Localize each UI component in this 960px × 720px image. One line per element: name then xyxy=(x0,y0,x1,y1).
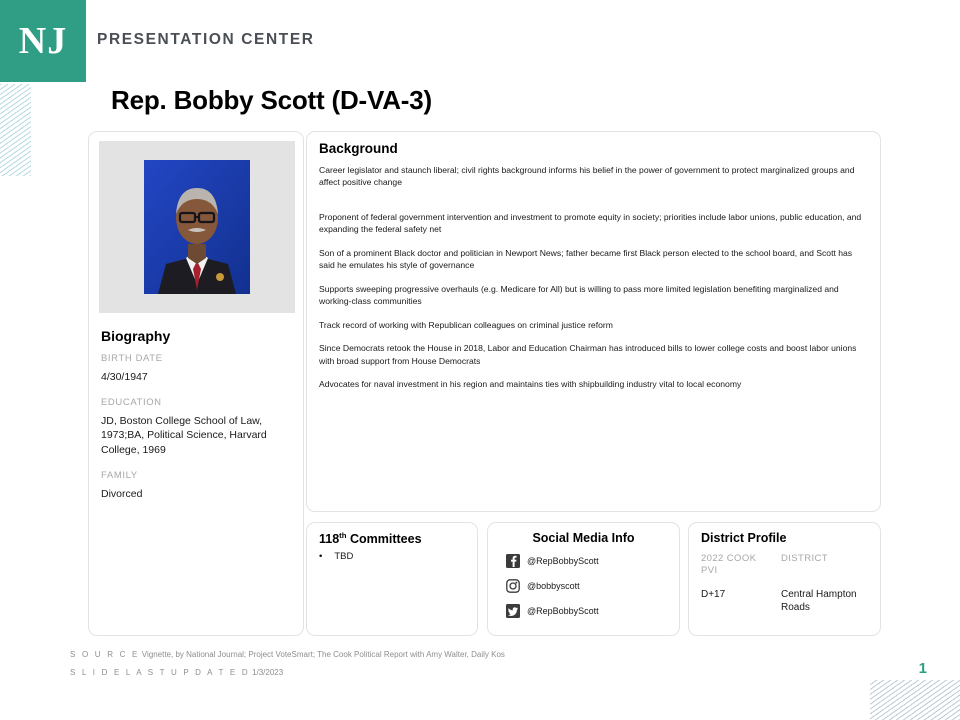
social-media-card xyxy=(487,522,680,636)
bio-label-birth-date: BIRTH DATE xyxy=(101,353,163,364)
district-value-cook-pvi: D+17 xyxy=(701,588,726,600)
background-paragraph: Proponent of federal government intervention and investment to promote equity in society; priorities include labor unions, public education, and expanding the federal safety net xyxy=(319,211,862,235)
bio-label-education: EDUCATION xyxy=(101,397,162,409)
footer-updated xyxy=(70,668,505,677)
committees-heading-ordinal: th xyxy=(339,531,347,540)
district-profile-heading: District Profile xyxy=(701,531,787,545)
bio-label-family: FAMILY xyxy=(101,469,138,481)
background-card xyxy=(306,131,881,512)
background-paragraph: Advocates for naval investment in his region and maintains ties with shipbuilding industry vital to local economy xyxy=(319,378,742,389)
product-title: PRESENTATION CENTER xyxy=(97,31,315,48)
nj-logo xyxy=(0,0,86,82)
district-value-district: Central Hampton Roads xyxy=(781,588,857,613)
list-item xyxy=(319,551,353,562)
portrait-frame xyxy=(99,141,295,313)
committee-name: TBD xyxy=(334,551,354,562)
committees-heading-number: 118 xyxy=(319,532,340,547)
social-media-heading: Social Media Info xyxy=(532,531,635,545)
facebook-handle: @RepBobbyScott xyxy=(527,556,599,566)
footer-source-value: Vignette, by National Journal; Project VoteSmart; The Cook Political Report with Amy Walter, Daily Kos xyxy=(141,650,505,659)
district-profile-grid xyxy=(701,553,870,614)
background-paragraph: Track record of working with Republican colleagues on criminal justice reform xyxy=(319,319,613,330)
bullet-icon: • xyxy=(319,551,323,562)
instagram-handle: @bobbyscott xyxy=(527,581,580,591)
page-title: Rep. Bobby Scott (D-VA-3) xyxy=(111,85,432,115)
decorative-hatch-left xyxy=(0,84,31,176)
twitter-handle: @RepBobbyScott xyxy=(527,606,599,616)
twitter-icon[interactable] xyxy=(506,604,520,618)
district-profile-card xyxy=(688,522,881,636)
bio-value-family: Divorced xyxy=(101,487,143,500)
portrait-photo xyxy=(144,160,250,294)
nj-logo-text: NJ xyxy=(18,20,68,62)
footer-updated-value: 1/3/2023 xyxy=(252,668,284,677)
district-label-district: DISTRICT xyxy=(781,553,829,564)
social-accounts-list xyxy=(506,554,671,629)
instagram-icon[interactable] xyxy=(506,579,520,593)
footer-source-label: S O U R C E xyxy=(70,650,140,659)
background-body xyxy=(319,164,867,401)
biography-fields xyxy=(101,353,293,514)
background-heading: Background xyxy=(319,141,398,156)
footer-updated-label: S L I D E L A S T U P D A T E D xyxy=(70,668,250,677)
district-label-cook-pvi: 2022 COOK PVI xyxy=(701,553,757,576)
social-row-twitter[interactable] xyxy=(506,604,671,618)
page-number: 1 xyxy=(918,660,927,677)
footer xyxy=(70,650,505,686)
biography-heading: Biography xyxy=(101,328,171,344)
biography-card xyxy=(88,131,304,636)
decorative-hatch-bottom-right xyxy=(870,680,960,720)
background-paragraph: Supports sweeping progressive overhauls (e.g. Medicare for All) but is willing to pass more limited legislation benefiting marginalized and working-class communities xyxy=(319,283,839,307)
social-row-instagram[interactable] xyxy=(506,579,671,593)
footer-source xyxy=(70,650,505,659)
committees-heading xyxy=(319,531,422,546)
social-row-facebook[interactable] xyxy=(506,554,671,568)
bio-value-birth-date: 4/30/1947 xyxy=(101,371,148,383)
committees-list xyxy=(319,551,353,562)
background-paragraph: Career legislator and staunch liberal; civil rights background informs his belief in the power of government to protect marginalized groups and affect positive change xyxy=(319,165,855,188)
background-paragraph: Since Democrats retook the House in 2018, Labor and Education Chairman has introduced bills to lower college costs and boost labor unions with broad support from House Democrats xyxy=(319,343,857,366)
background-paragraph: Son of a prominent Black doctor and politician in Newport News; father became first Black person elected to the school board, and Scott has said he emulates his style of governance xyxy=(319,247,853,271)
bio-value-education: JD, Boston College School of Law, 1973;BA, Political Science, Harvard College, 1969 xyxy=(101,415,267,456)
committees-heading-rest: Committees xyxy=(346,532,422,547)
committees-card xyxy=(306,522,478,636)
facebook-icon[interactable] xyxy=(506,554,520,568)
